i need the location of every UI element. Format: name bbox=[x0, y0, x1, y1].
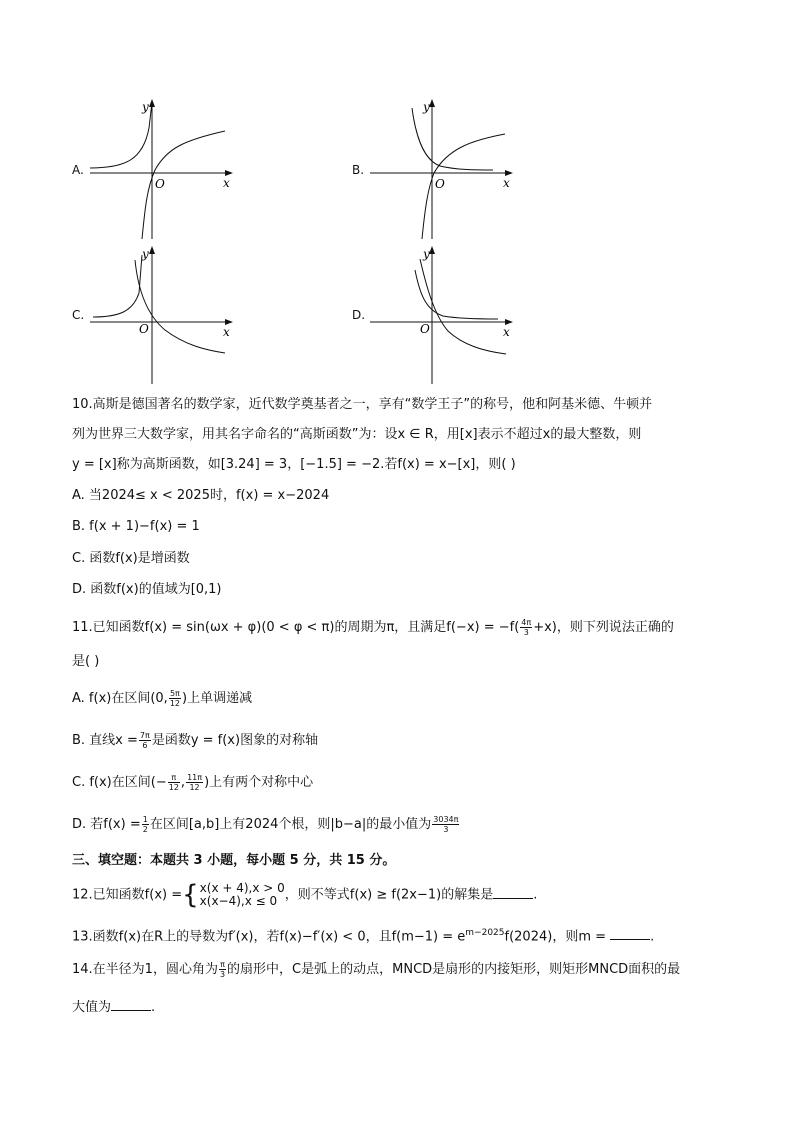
frac-num: 5π bbox=[169, 689, 180, 698]
question-12 bbox=[72, 882, 537, 908]
y-axis-label: y bbox=[142, 247, 149, 261]
q11-line1-a: 11.已知函数f(x) = sin(ωx + φ)(0 < φ < π)的周期为π，且满足f(−x) = −f( bbox=[72, 620, 520, 635]
frac-num: 3034π bbox=[433, 815, 459, 824]
q11-option-d bbox=[72, 815, 460, 834]
q11-line1-b: +x)，则下列说法正确的 bbox=[533, 620, 674, 635]
q10-option-a: A. 当2024≤ x < 2025时，f(x) = x−2024 bbox=[72, 488, 330, 503]
origin-label: O bbox=[155, 177, 165, 191]
q11-c-mid: , bbox=[180, 775, 186, 790]
fraction bbox=[520, 618, 532, 637]
x-axis-label: x bbox=[223, 325, 230, 339]
brace-icon: { bbox=[182, 880, 199, 910]
graph-b bbox=[368, 98, 518, 240]
q12-pre: 12.已知函数f(x) = bbox=[72, 887, 183, 903]
q11-a-pre: A. f(x)在区间(0, bbox=[72, 691, 168, 706]
y-axis-label: y bbox=[142, 100, 149, 114]
fraction bbox=[168, 773, 180, 792]
q10-line1: 10.高斯是德国著名的数学家，近代数学奠基者之一，享有“数学王子”的称号，他和阿基米德、牛顿并 bbox=[72, 397, 653, 412]
question-13 bbox=[72, 924, 654, 946]
q13-end: . bbox=[650, 929, 655, 945]
q11-option-a bbox=[72, 689, 252, 708]
origin-label: O bbox=[435, 177, 445, 191]
piecewise-cases bbox=[200, 882, 285, 908]
q10-option-d: D. 函数f(x)的值域为[0,1) bbox=[72, 582, 222, 597]
fraction bbox=[219, 960, 226, 979]
frac-num: π bbox=[168, 773, 180, 783]
q11-line2: 是( ) bbox=[72, 654, 100, 669]
frac-num: 7π bbox=[139, 731, 150, 740]
frac-den: 2 bbox=[142, 825, 148, 834]
q11-c-pre: C. f(x)在区间(− bbox=[72, 775, 167, 790]
q11-option-b bbox=[72, 731, 318, 750]
q13-post: f(2024)，则m = bbox=[504, 929, 607, 945]
q14-post: 的扇形中，C是弧上的动点，MNCD是扇形的内接矩形，则矩形MNCD面积的最 bbox=[227, 962, 681, 977]
q12-post: ，则不等式f(x) ≥ f(2x−1)的解集是 bbox=[284, 887, 494, 903]
answer-blank[interactable] bbox=[610, 927, 650, 940]
graph-c bbox=[85, 245, 235, 385]
fraction bbox=[186, 773, 203, 792]
q10-line2: 列为世界三大数学家，用其名字命名的“高斯函数”为：设x ∈ R，用[x]表示不超过x的最大整数，则 bbox=[72, 427, 642, 442]
origin-label: O bbox=[139, 322, 149, 336]
option-label: C. bbox=[72, 308, 85, 322]
q11-a-post: )上单调递减 bbox=[182, 691, 253, 706]
frac-den: 3 bbox=[523, 628, 529, 637]
answer-blank[interactable] bbox=[111, 998, 151, 1011]
q10-option-b: B. f(x + 1)−f(x) = 1 bbox=[72, 519, 200, 534]
frac-den: 12 bbox=[168, 783, 179, 792]
frac-den: 12 bbox=[189, 783, 200, 792]
q11-c-post: )上有两个对称中心 bbox=[204, 775, 314, 790]
y-axis-label: y bbox=[423, 247, 430, 261]
frac-num: π bbox=[220, 960, 225, 969]
q11-b-pre: B. 直线x = bbox=[72, 733, 138, 748]
origin-label: O bbox=[420, 322, 430, 336]
answer-blank[interactable] bbox=[493, 886, 533, 899]
case-1: x(x + 4),x > 0 bbox=[199, 881, 285, 895]
q14-line2-pre: 大值为 bbox=[72, 1000, 112, 1015]
q14-line2 bbox=[72, 998, 155, 1017]
frac-num: 11π bbox=[187, 773, 203, 782]
fraction bbox=[432, 815, 459, 834]
case-2: x(x−4),x ≤ 0 bbox=[199, 894, 278, 908]
frac-den: 3 bbox=[219, 970, 226, 979]
option-label: D. bbox=[352, 308, 366, 322]
q14-end: . bbox=[151, 1000, 156, 1015]
fraction bbox=[169, 689, 181, 708]
fraction bbox=[139, 731, 151, 750]
x-axis-label: x bbox=[503, 325, 510, 339]
fraction bbox=[142, 815, 149, 834]
q12-end: . bbox=[533, 887, 538, 903]
q11-line1 bbox=[72, 618, 674, 637]
frac-num: 1 bbox=[142, 815, 148, 824]
option-label: B. bbox=[352, 163, 365, 177]
frac-den: 12 bbox=[169, 699, 181, 708]
q11-d-mid: 在区间[a,b]上有2024个根，则|b−a|的最小值为 bbox=[149, 817, 432, 832]
q11-b-post: 是函数y = f(x)图象的对称轴 bbox=[151, 733, 319, 748]
q13-exponent: m−2025 bbox=[465, 928, 505, 938]
q11-d-pre: D. 若f(x) = bbox=[72, 817, 141, 832]
frac-den: 3 bbox=[443, 825, 449, 834]
graph-d bbox=[368, 245, 518, 385]
graph-a bbox=[85, 98, 235, 240]
option-label: A. bbox=[72, 163, 84, 177]
q10-line3: y = [x]称为高斯函数，如[3.24] = 3，[−1.5] = −2.若f(x) = x−[x]，则( ) bbox=[72, 457, 516, 472]
y-axis-label: y bbox=[423, 100, 430, 114]
q13-pre: 13.函数f(x)在R上的导数为f′(x)，若f(x)−f′(x) < 0，且f(m−1) = e bbox=[72, 929, 466, 945]
q10-option-c: C. 函数f(x)是增函数 bbox=[72, 551, 190, 566]
frac-num: 4π bbox=[521, 618, 532, 627]
x-axis-label: x bbox=[503, 176, 510, 190]
q14-line1 bbox=[72, 960, 680, 979]
section-3-heading: 三、填空题：本题共 3 小题，每小题 5 分，共 15 分。 bbox=[72, 853, 396, 868]
x-axis-label: x bbox=[223, 176, 230, 190]
frac-den: 6 bbox=[142, 741, 148, 750]
q11-option-c bbox=[72, 773, 313, 792]
q14-pre: 14.在半径为1，圆心角为 bbox=[72, 962, 218, 977]
